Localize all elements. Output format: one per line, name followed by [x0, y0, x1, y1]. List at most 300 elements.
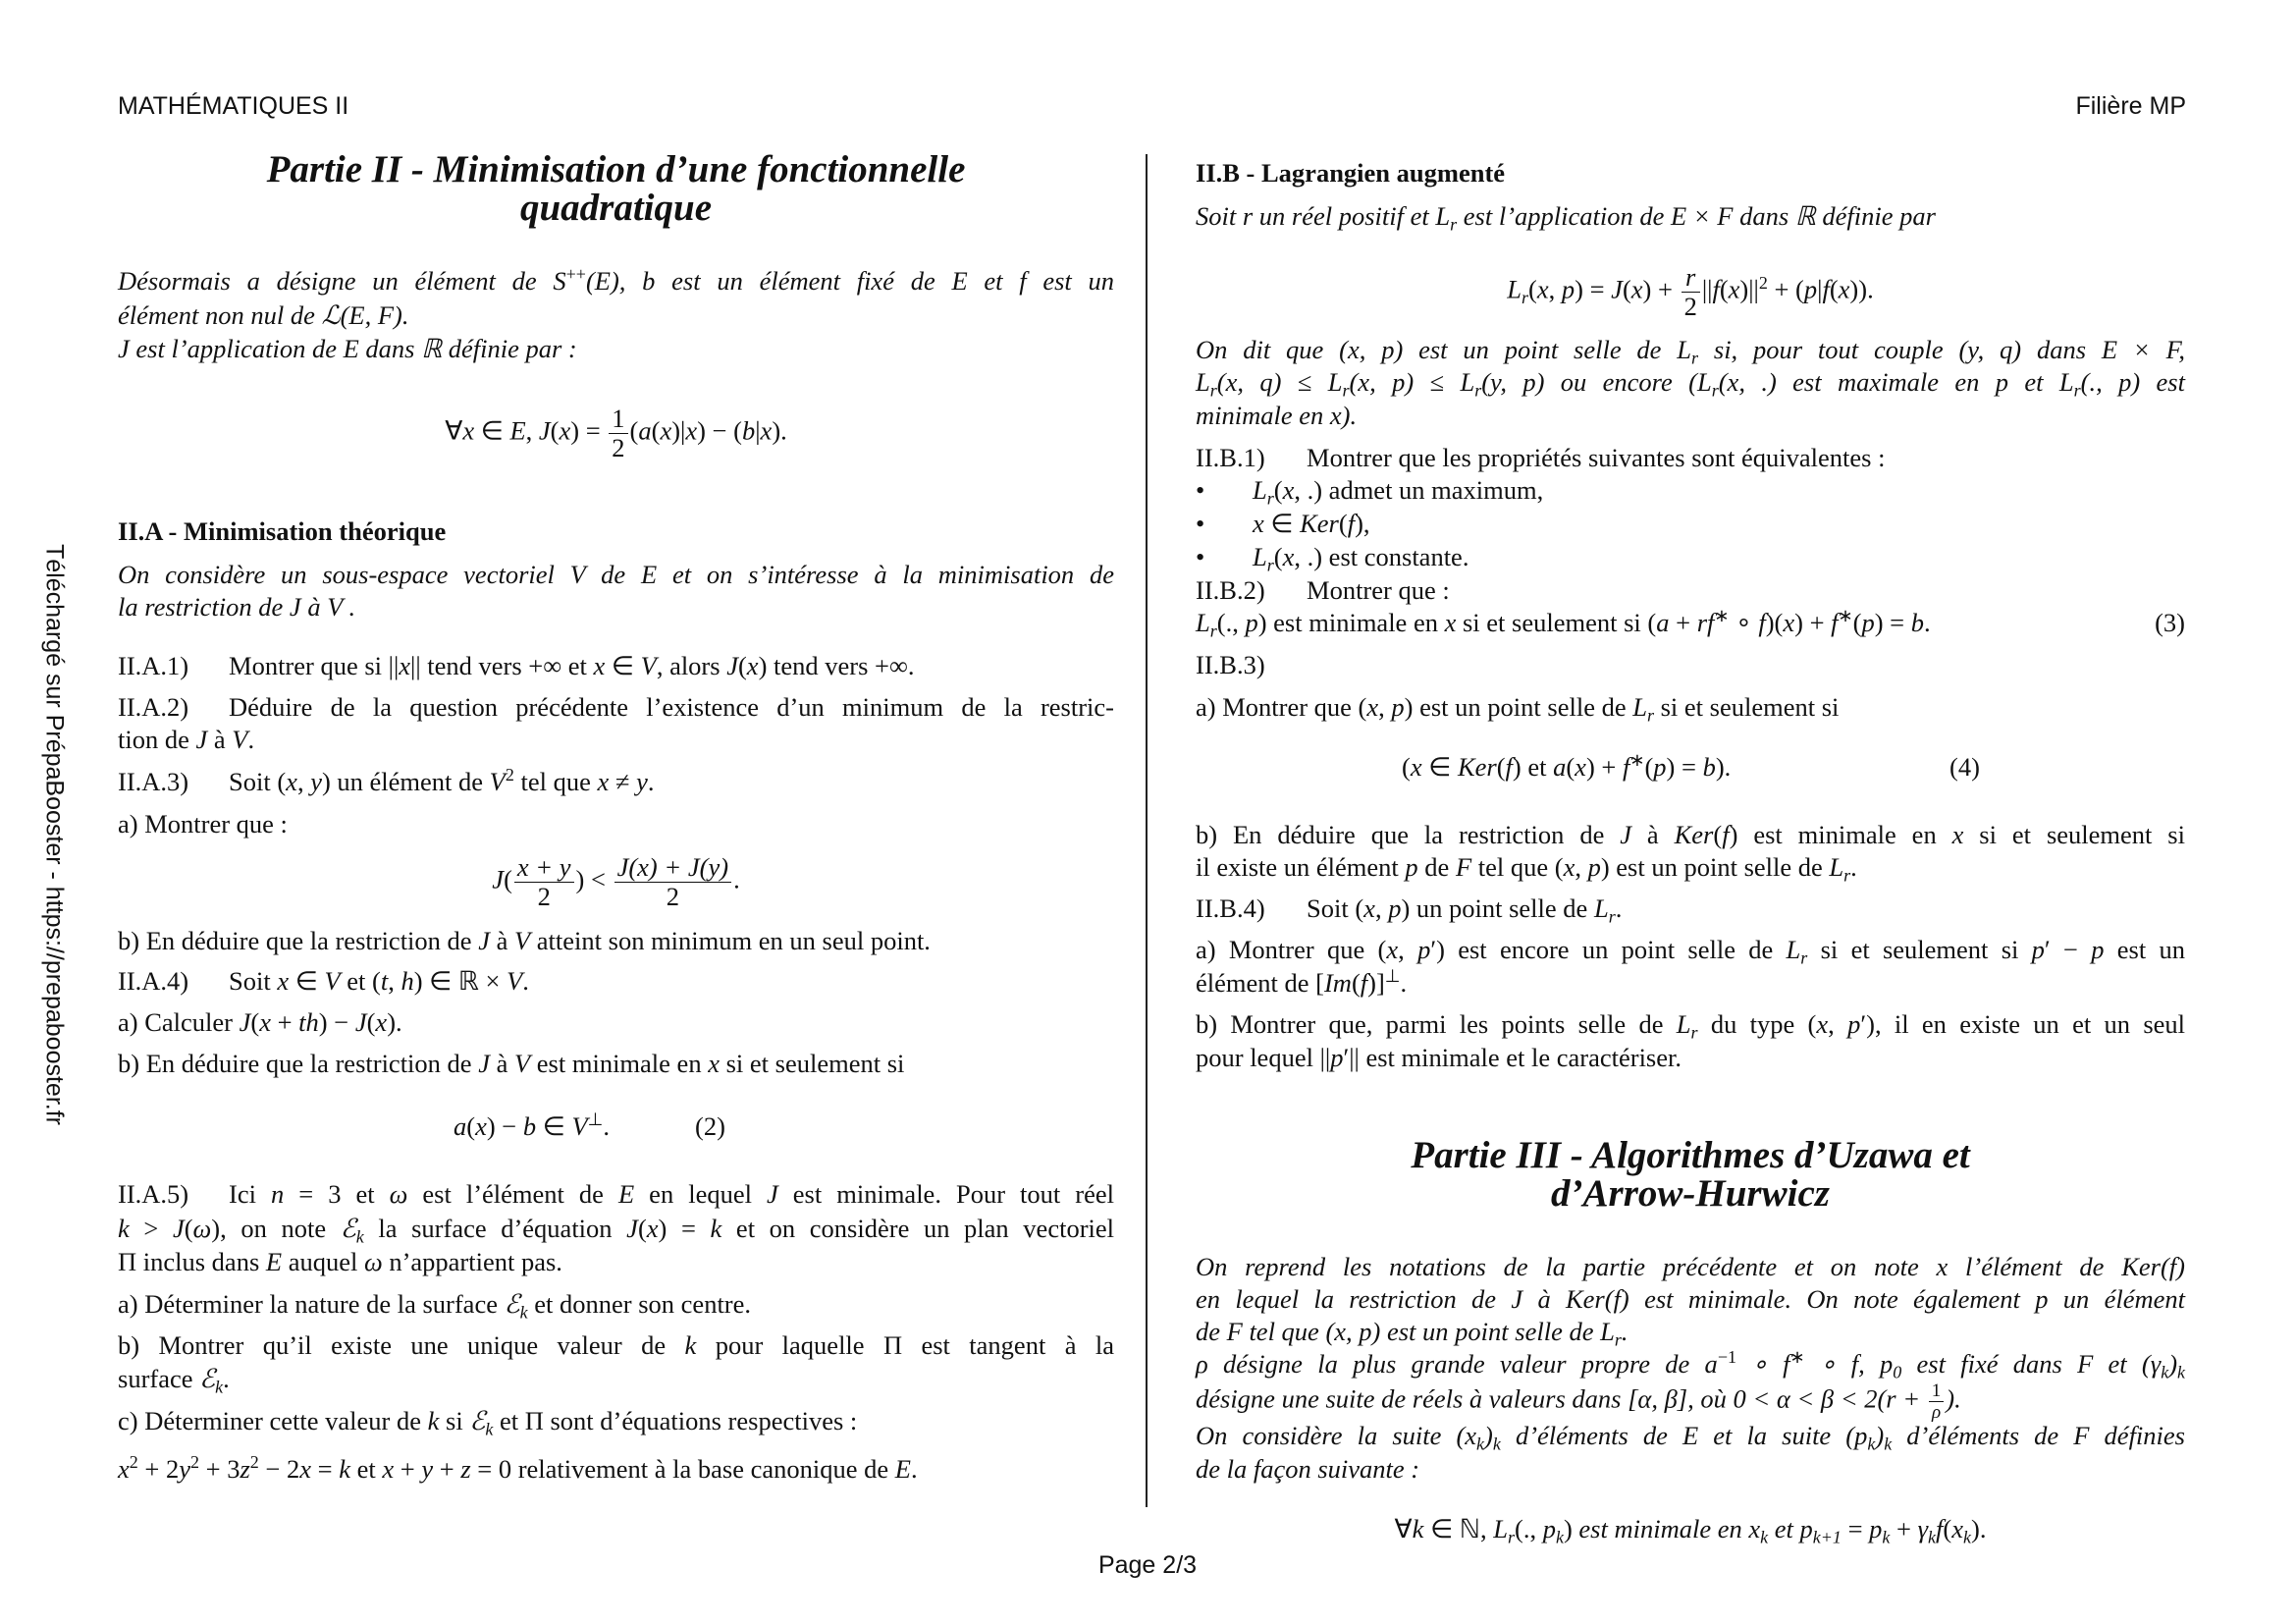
- math-text: p: [1388, 893, 1402, 923]
- math-text: V: [571, 1111, 588, 1141]
- superscript: 2: [190, 1452, 200, 1473]
- math-text: L: [1253, 542, 1267, 571]
- text-line: [1196, 1347, 2185, 1380]
- math-text: E: [265, 1247, 283, 1276]
- subscript: k: [1760, 1527, 1769, 1547]
- math-text: x: [475, 1111, 487, 1141]
- math-text: On reprend les notations de la partie précédente et on note x l’élément de Ker(f): [1196, 1252, 2185, 1281]
- text-line: [1196, 540, 2185, 573]
- text: ∈: [289, 966, 325, 996]
- math-text: L: [1507, 274, 1522, 304]
- math-text: p: [1417, 935, 1431, 964]
- text: ) est un point selle de: [1404, 692, 1633, 722]
- sidebar-watermark: [39, 511, 69, 1159]
- math-text: p: [1869, 1514, 1883, 1543]
- text: ) =: [1874, 608, 1911, 637]
- math-text: (x, q) ≤ L: [1216, 367, 1343, 397]
- subscript: r: [1522, 288, 1529, 308]
- text: est l’élément de: [407, 1179, 618, 1209]
- math-text: V: [324, 966, 341, 996]
- text: Montrer que les propriétés suivantes sont équivalentes :: [1307, 443, 1886, 472]
- math-text: J: [354, 1007, 367, 1037]
- math-text: x: [399, 651, 411, 680]
- subscript: k: [1492, 1434, 1501, 1454]
- math-text: J: [766, 1179, 778, 1209]
- text: ) − (: [697, 415, 742, 446]
- text: ) =: [1575, 274, 1612, 304]
- text: , .) admet un maximum,: [1294, 475, 1544, 505]
- subscript: k: [1867, 1434, 1876, 1454]
- fraction: [609, 405, 627, 462]
- math-text: x: [1563, 852, 1575, 882]
- text: ,: [1828, 1009, 1848, 1039]
- text-line: [118, 264, 1114, 298]
- subscript: r: [1646, 705, 1654, 726]
- text: , alors: [656, 651, 727, 680]
- fraction-numerator: 1: [1929, 1380, 1945, 1402]
- math-text: V: [507, 966, 523, 996]
- fraction-denominator: 2: [666, 882, 679, 912]
- math-text: x: [1363, 893, 1375, 923]
- text: .: [522, 966, 529, 996]
- text: ) ∈ ℝ ×: [413, 966, 507, 996]
- math-text: b: [1702, 752, 1716, 782]
- text: et donner son centre.: [527, 1289, 752, 1319]
- math-text: ℰ: [340, 1214, 356, 1243]
- math-text: ℰ: [199, 1364, 216, 1393]
- text: .: [223, 1364, 230, 1393]
- math-text: t: [380, 966, 389, 996]
- math-text: y: [179, 1454, 190, 1484]
- text: ) <: [575, 864, 613, 894]
- math-text: .: [1621, 1317, 1629, 1346]
- text: |: [1817, 274, 1823, 304]
- math-text: x: [1783, 608, 1795, 637]
- text-line: [118, 298, 1114, 332]
- text-line: [1196, 818, 2185, 851]
- text: ,: [1575, 852, 1588, 882]
- part-iii-title-line-2: d’Arrow-Hurwicz: [1551, 1172, 1830, 1215]
- text: est minimale. Pour tout réel: [777, 1179, 1115, 1209]
- text: +: [1890, 1514, 1918, 1543]
- math-text: z: [460, 1454, 471, 1484]
- math-text: th: [298, 1007, 319, 1037]
- text-line: [118, 1362, 1114, 1395]
- text-line: [118, 807, 1114, 840]
- math-text: f: [1347, 509, 1356, 538]
- math-text: ℰ: [504, 1289, 520, 1319]
- text: =: [1841, 1514, 1870, 1543]
- fraction: [1929, 1380, 1945, 1423]
- math-text: E: [509, 415, 526, 446]
- superscript: ⊥: [1384, 966, 1401, 987]
- superscript: 2: [505, 765, 514, 785]
- text-line: [1196, 1380, 2185, 1423]
- text: (: [250, 1007, 260, 1037]
- text: (: [504, 864, 512, 894]
- text: .: [1924, 608, 1931, 637]
- math-text: L: [1196, 608, 1210, 637]
- text: ) un élément de: [321, 767, 490, 796]
- text: ) et: [1512, 752, 1554, 782]
- text: (: [1402, 752, 1411, 782]
- text: ∈ ℕ,: [1423, 1514, 1494, 1543]
- text: pour lequel ||: [1196, 1043, 1331, 1072]
- subscript: r: [1266, 488, 1274, 509]
- subscript: k: [2177, 1362, 2186, 1382]
- text: si: [439, 1406, 470, 1435]
- math-text: et p: [1768, 1514, 1813, 1543]
- text: ).: [1971, 1514, 1987, 1543]
- math-text: x: [462, 415, 475, 446]
- text: Montrer que :: [1307, 575, 1450, 605]
- text: ,: [525, 415, 539, 446]
- math-text: J: [492, 864, 505, 894]
- math-text: J: [478, 926, 490, 955]
- part-ii-title-line-2: quadratique: [519, 187, 713, 229]
- text: Π inclus dans: [118, 1247, 266, 1276]
- text-line: [118, 1452, 1114, 1486]
- math-text: ∘ f: [1735, 1349, 1790, 1379]
- text: b) Montrer qu’il existe une unique valeur de: [118, 1330, 685, 1360]
- math-text: k: [339, 1454, 350, 1484]
- text: Soit: [229, 966, 278, 996]
- text-line: [1196, 933, 2185, 966]
- text: (: [184, 1214, 193, 1243]
- subscript: r: [1690, 1022, 1698, 1043]
- question-number: II.A.5): [118, 1179, 189, 1209]
- math-text: L: [1196, 367, 1210, 397]
- text-line: [118, 1212, 1114, 1245]
- text-line: [118, 649, 1114, 682]
- math-text: (x, .) est maximale en p et L: [1718, 367, 2074, 397]
- math-text: p: [1861, 608, 1875, 637]
- text: ).: [772, 415, 787, 446]
- text-line: [1196, 507, 2185, 540]
- subscript: r: [1450, 214, 1458, 235]
- math-text: V: [232, 725, 248, 754]
- math-text: a: [638, 415, 652, 446]
- text: >: [129, 1214, 173, 1243]
- math-text: x: [597, 767, 610, 796]
- math-text: x: [1282, 542, 1295, 571]
- subscript: k: [1963, 1527, 1972, 1547]
- subscript: r: [1608, 906, 1616, 927]
- text: ) =: [1666, 752, 1703, 782]
- text: ∈: [1263, 509, 1301, 538]
- header-track: Filière MP: [2075, 92, 2186, 120]
- math-text: Im: [1323, 968, 1352, 998]
- math-text: V: [489, 767, 506, 796]
- subscript: k: [1882, 1527, 1891, 1547]
- math-text: E: [894, 1454, 911, 1484]
- text-line: [118, 1328, 1114, 1362]
- text: b) Montrer que, parmi les points selle de: [1196, 1009, 1677, 1039]
- bullet-icon: •: [1196, 509, 1205, 538]
- text: II.B.3): [1196, 650, 1265, 679]
- fraction: [514, 853, 574, 911]
- text-line: [1196, 606, 2185, 639]
- text: ) est un point selle de: [1600, 852, 1830, 882]
- math-text: J: [626, 1214, 638, 1243]
- math-text: k: [710, 1214, 722, 1243]
- math-text: y: [636, 767, 648, 796]
- text: (: [1351, 968, 1361, 998]
- math-text: f: [1936, 1514, 1944, 1543]
- math-text: x: [277, 966, 290, 996]
- text: ) est minimale en: [1257, 608, 1445, 637]
- equation-number: (2): [695, 1111, 725, 1141]
- text-line: [1196, 262, 2185, 322]
- math-text: J: [1620, 820, 1632, 849]
- header-subject: MATHÉMATIQUES II: [118, 92, 349, 120]
- math-text: x: [118, 1454, 130, 1484]
- superscript: ∗: [1629, 750, 1645, 771]
- text: et Π sont d’équations respectives :: [493, 1406, 858, 1435]
- math-text: p: [1803, 274, 1818, 304]
- math-text: Soit r un réel positif et L: [1196, 201, 1451, 231]
- text: ≠: [609, 767, 637, 796]
- math-text: f: [1758, 608, 1766, 637]
- math-text: f: [1722, 820, 1730, 849]
- text-line: [118, 1110, 1114, 1143]
- subscript: k: [355, 1226, 364, 1247]
- text: , .) est constante.: [1294, 542, 1469, 571]
- text: ) −: [486, 1111, 523, 1141]
- text: si et seulement si (: [1456, 608, 1657, 637]
- question-number: II.B.1): [1196, 443, 1265, 472]
- math-text: x: [1410, 752, 1422, 782]
- math-text: en lequel la restriction de J à Ker(f) est minimale. On note également p un élément: [1196, 1284, 2185, 1314]
- math-text: rf: [1696, 608, 1715, 637]
- math-text: x: [559, 415, 571, 446]
- text-line: [1196, 1419, 2185, 1452]
- text: ) +: [1642, 274, 1680, 304]
- math-text: b: [522, 1111, 537, 1141]
- text: (: [1566, 752, 1575, 782]
- text-line: [118, 690, 1114, 724]
- text: (: [550, 415, 560, 446]
- text: (: [637, 1214, 647, 1243]
- text-line: [1196, 333, 2185, 366]
- text: .: [247, 725, 255, 754]
- fraction: [614, 853, 731, 911]
- text: de: [1417, 852, 1456, 882]
- text: (: [1622, 274, 1631, 304]
- text: ′ −: [2044, 935, 2092, 964]
- math-text: si, pour tout couple (y, q) dans E × F,: [1698, 335, 2186, 364]
- text: Soit (: [1307, 893, 1364, 923]
- text: )(: [1765, 608, 1784, 637]
- math-text: (E), b est un élément fixé de E et f est un: [585, 266, 1115, 296]
- part-ii-title-line-1: Partie II - Minimisation d’une fonctionnelle: [266, 148, 966, 190]
- text: +: [270, 1007, 299, 1037]
- text: ∈: [1421, 752, 1458, 782]
- math-text: x: [1536, 274, 1549, 304]
- text: +: [1669, 608, 1697, 637]
- fraction-numerator: x + y: [514, 853, 574, 883]
- subscript: r: [1843, 865, 1851, 886]
- text: si et seulement si: [1807, 935, 2032, 964]
- text-line: [1196, 750, 2185, 784]
- text: .: [647, 767, 655, 796]
- text-line: [118, 404, 1114, 463]
- text: Montrer que si ||: [229, 651, 400, 680]
- text: (: [737, 651, 747, 680]
- math-text: V: [513, 1049, 531, 1078]
- text-line: [1196, 199, 2185, 233]
- text: (: [1273, 542, 1283, 571]
- subscript: r: [1508, 1527, 1516, 1547]
- text-line: [1196, 1315, 2185, 1348]
- math-text: ω: [192, 1214, 212, 1243]
- text-line: [118, 723, 1114, 756]
- math-text: L: [1632, 692, 1647, 722]
- subscript: r: [2073, 380, 2081, 401]
- text: si et seulement si: [1653, 692, 1840, 722]
- text: (: [629, 415, 639, 446]
- math-text: Désormais a désigne un élément de S: [118, 266, 566, 296]
- text: ∀: [1394, 1514, 1413, 1543]
- math-text: x: [286, 767, 297, 796]
- text-line: [1196, 690, 2185, 724]
- text-line: [118, 1005, 1114, 1039]
- math-text: k: [684, 1330, 697, 1360]
- sidebar-watermark-text: Téléchargé sur PrépaBooster - https://prepabooster.fr: [40, 544, 69, 1125]
- math-text: de F tel que (x, p) est un point selle de L: [1196, 1317, 1615, 1346]
- text: pour laquelle Π est tangent à la: [696, 1330, 1114, 1360]
- math-text: désigne une suite de réels à valeurs dans [α, β], où 0 < α < β < 2(r +: [1196, 1383, 1927, 1414]
- page-number: Page 2/3: [1097, 1551, 1198, 1579]
- text: (: [1943, 1514, 1952, 1543]
- equation: [1196, 606, 1931, 639]
- text-line: [118, 924, 1114, 957]
- math-text: J: [1611, 274, 1623, 304]
- text: ′), il en existe un et un seul: [1860, 1009, 2186, 1039]
- math-text: x: [1253, 509, 1264, 538]
- text: tel que: [513, 767, 598, 796]
- math-text: de la façon suivante :: [1196, 1454, 1420, 1484]
- text: ), on note: [211, 1214, 341, 1243]
- text: ) +: [1585, 752, 1623, 782]
- text: .: [1850, 852, 1857, 882]
- math-text: x: [1444, 608, 1457, 637]
- text: = 3 et: [284, 1179, 390, 1209]
- text: (: [1273, 475, 1283, 505]
- math-text: On considère un sous-espace vectoriel V de E et on s’intéresse à la minimisation de: [118, 560, 1114, 589]
- superscript: ++: [565, 264, 586, 285]
- math-text: minimale en x).: [1196, 401, 1358, 430]
- subscript: k: [2161, 1362, 2169, 1382]
- math-text: a: [1656, 608, 1670, 637]
- math-text: p: [1330, 1043, 1344, 1072]
- math-text: (y, p) ou encore (L: [1481, 367, 1712, 397]
- math-text: est minimale en x: [1578, 1514, 1761, 1543]
- superscript: 2: [249, 1452, 259, 1473]
- text: et: [350, 1454, 383, 1484]
- math-text: k: [1412, 1514, 1424, 1543]
- text: + 3: [199, 1454, 240, 1484]
- math-text: n: [270, 1179, 285, 1209]
- text-line: [1196, 156, 2185, 189]
- text: b) En déduire que la restriction de: [118, 1049, 479, 1078]
- equation-number: (4): [1949, 752, 1980, 782]
- text: ,: [1374, 893, 1389, 923]
- text-line: [1196, 850, 2185, 884]
- text: si et seulement si: [719, 1049, 905, 1078]
- text: − 2: [258, 1454, 300, 1484]
- subscript: k: [1555, 1527, 1564, 1547]
- text-line: [1196, 1282, 2185, 1316]
- text: + (: [1767, 274, 1804, 304]
- text: .: [733, 864, 740, 894]
- text: la surface d’équation: [363, 1214, 627, 1243]
- text: (: [1829, 274, 1839, 304]
- subscript: k: [1884, 1434, 1893, 1454]
- text: ,: [1548, 274, 1562, 304]
- text: Déduire de la question précédente l’existence d’un minimum de la restric-: [229, 692, 1114, 722]
- text: du type (: [1697, 1009, 1817, 1039]
- column-divider: [1146, 154, 1148, 1507]
- text: ∈: [605, 651, 641, 680]
- math-text: f: [1831, 608, 1839, 637]
- text: à: [489, 1049, 514, 1078]
- math-text: f: [1505, 752, 1513, 782]
- math-text: On dit que (x, p) est un point selle de L: [1196, 335, 1692, 364]
- superscript: −1: [1717, 1347, 1736, 1368]
- text: + 2: [137, 1454, 180, 1484]
- equation: [1402, 750, 1731, 784]
- text: (: [1852, 608, 1862, 637]
- text: .: [1400, 968, 1408, 998]
- text-line: [118, 1047, 1114, 1080]
- math-text: a: [1553, 752, 1567, 782]
- math-text: b: [741, 415, 756, 446]
- text-line: [1196, 892, 2185, 925]
- section-heading: II.B - Lagrangien augmenté: [1196, 158, 1506, 188]
- math-text: x: [593, 651, 606, 680]
- text: surface: [118, 1364, 200, 1393]
- math-text: E: [617, 1179, 635, 1209]
- text: a) Montrer que :: [118, 809, 288, 839]
- question-number: II.A.2): [118, 692, 189, 722]
- question-number: II.B.2): [1196, 575, 1265, 605]
- fraction-numerator: 1: [609, 405, 627, 434]
- math-text: y: [310, 767, 322, 796]
- text: ) un point selle de: [1401, 893, 1594, 923]
- text: est un: [2104, 935, 2186, 964]
- text: (: [466, 1111, 476, 1141]
- math-text: élément non nul de ℒ(E, F).: [118, 300, 409, 330]
- fraction-numerator: J(x) + J(y): [614, 853, 731, 883]
- text: en lequel: [634, 1179, 767, 1209]
- math-text: Ker: [1674, 820, 1714, 849]
- subscript: 0: [1893, 1362, 1902, 1382]
- subscript: r: [1209, 380, 1217, 401]
- text-line: [1196, 648, 2185, 681]
- math-text: L: [1253, 475, 1267, 505]
- text: +: [394, 1454, 422, 1484]
- text: ): [1563, 1514, 1579, 1543]
- math-text: d’éléments de E et la suite (p: [1500, 1421, 1868, 1450]
- text-line: [118, 332, 1114, 365]
- text: ) +: [1794, 608, 1832, 637]
- math-text: J: [172, 1214, 185, 1243]
- math-text: x: [1728, 274, 1740, 304]
- text: |: [755, 415, 761, 446]
- text: a) Montrer que (: [1196, 935, 1387, 964]
- math-text: x: [746, 651, 759, 680]
